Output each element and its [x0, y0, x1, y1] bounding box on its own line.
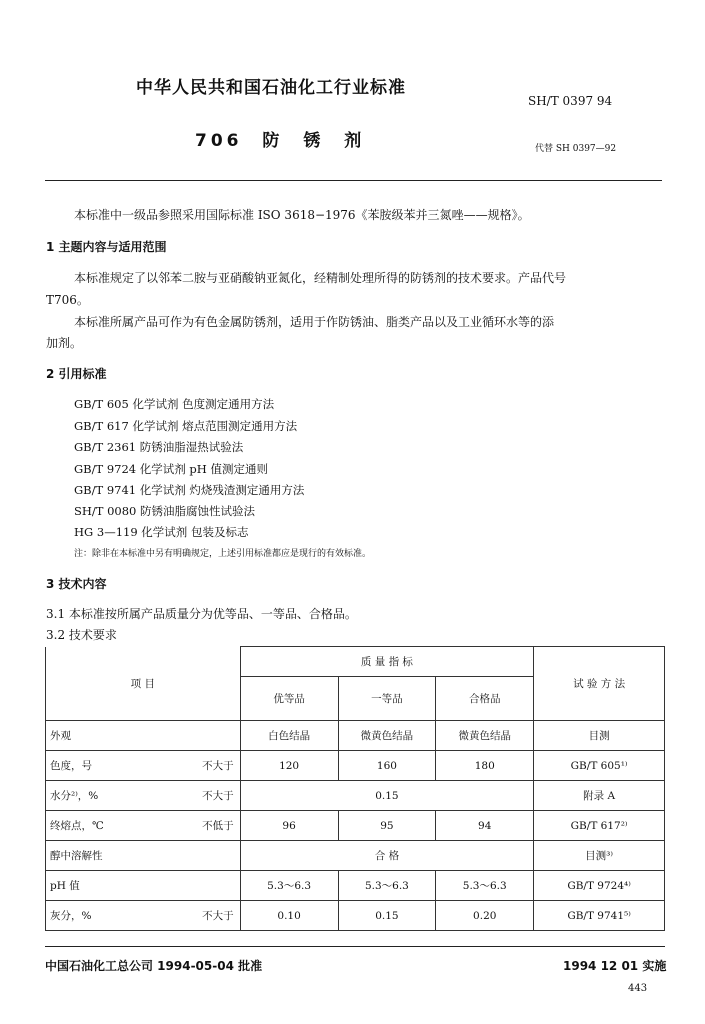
reference-item: SH/T 0080 防锈油脂腐蚀性试验法 [74, 504, 256, 518]
technical-requirements-table [45, 646, 665, 931]
item-limit [195, 871, 240, 901]
header-test-method: 试 验 方 法 [534, 647, 665, 721]
header-divider [45, 180, 662, 181]
table-row [46, 721, 665, 751]
item-limit: 不大于 [195, 751, 240, 781]
intro-paragraph: 本标准中一级品参照采用国际标准 ISO 3618−1976《苯胺级苯并三氮唑——规格》。 [74, 208, 530, 222]
value-qualified: 180 [436, 751, 534, 781]
item-limit [195, 721, 240, 751]
implementation-date: 1994 12 01 实施 [563, 959, 667, 973]
test-method: GB/T 605¹⁾ [534, 751, 665, 781]
section-1-para2-line2: 加剂。 [46, 336, 83, 350]
reference-item: GB/T 605 化学试剂 色度测定通用方法 [74, 397, 275, 411]
reference-item: GB/T 2361 防锈油脂湿热试验法 [74, 440, 244, 454]
value-qualified: 5.3～6.3 [436, 871, 534, 901]
replaces-standard: 代替 SH 0397—92 [535, 144, 617, 154]
test-method: 附录 A [534, 781, 665, 811]
value-first: 160 [338, 751, 436, 781]
reference-item: GB/T 9741 化学试剂 灼烧残渣测定通用方法 [74, 483, 305, 497]
clause-3-1: 3.1 本标准按所属产品质量分为优等品、一等品、合格品。 [46, 607, 357, 621]
section-2-heading: 2 引用标准 [46, 367, 107, 381]
section-1-para1-line1: 本标准规定了以邻苯二胺与亚硝酸钠亚氮化，经精制处理所得的防锈剂的技术要求。产品代号 [74, 271, 567, 285]
item-name: 醇中溶解性 [46, 841, 196, 871]
value-superior: 120 [240, 751, 338, 781]
value-superior: 96 [240, 811, 338, 841]
section-1-para2-line1: 本标准所属产品可作为有色金属防锈剂，适用于作防锈油、脂类产品以及工业循环水等的添 [74, 315, 555, 329]
item-name: 水分²⁾，% [46, 781, 196, 811]
item-name: 色度，号 [46, 751, 196, 781]
grade-superior: 优等品 [240, 677, 338, 721]
value-first: 0.15 [338, 901, 436, 931]
reference-item: GB/T 9724 化学试剂 pH 值测定通则 [74, 462, 268, 476]
item-name: 终熔点，℃ [46, 811, 196, 841]
value-qualified: 0.20 [436, 901, 534, 931]
table-row [46, 871, 665, 901]
value-superior: 5.3～6.3 [240, 871, 338, 901]
reference-item: HG 3—119 化学试剂 包装及标志 [74, 525, 249, 539]
standard-number: SH/T 0397 94 [528, 94, 613, 108]
table-row [46, 781, 665, 811]
section-3-heading: 3 技术内容 [46, 577, 107, 591]
page-number: 443 [628, 983, 648, 994]
value-qualified: 94 [436, 811, 534, 841]
issuing-organization: 中华人民共和国石油化工行业标准 [136, 78, 406, 98]
table-row [46, 751, 665, 781]
value-first: 微黄色结晶 [338, 721, 436, 751]
test-method: 目测³⁾ [534, 841, 665, 871]
value-first: 5.3～6.3 [338, 871, 436, 901]
header-item: 项 目 [46, 647, 241, 721]
clause-3-2: 3.2 技术要求 [46, 628, 117, 642]
test-method: 目测 [534, 721, 665, 751]
grade-qualified: 合格品 [436, 677, 534, 721]
test-method: GB/T 617²⁾ [534, 811, 665, 841]
value-superior: 白色结晶 [240, 721, 338, 751]
section-1-para1-line2: T706。 [46, 293, 89, 307]
reference-item: GB/T 617 化学试剂 熔点范围测定通用方法 [74, 419, 298, 433]
item-limit [195, 841, 240, 871]
table-row [46, 901, 665, 931]
table-row [46, 811, 665, 841]
footer-divider [45, 946, 665, 947]
value-merged: 0.15 [240, 781, 533, 811]
item-limit: 不低于 [195, 811, 240, 841]
test-method: GB/T 9741⁵⁾ [534, 901, 665, 931]
header-quality-index: 质 量 指 标 [240, 647, 533, 677]
item-name: 外观 [46, 721, 196, 751]
value-superior: 0.10 [240, 901, 338, 931]
value-first: 95 [338, 811, 436, 841]
document-title: 706 防 锈 剂 [195, 131, 366, 151]
item-limit: 不大于 [195, 781, 240, 811]
value-merged: 合 格 [240, 841, 533, 871]
grade-first: 一等品 [338, 677, 436, 721]
section-1-heading: 1 主题内容与适用范围 [46, 240, 167, 254]
table-row [46, 841, 665, 871]
item-name: 灰分，% [46, 901, 196, 931]
item-name: pH 值 [46, 871, 196, 901]
reference-note: 注：除非在本标准中另有明确规定，上述引用标准都应是现行的有效标准。 [74, 549, 372, 559]
approval-line: 中国石油化工总公司 1994-05-04 批准 [45, 959, 263, 973]
test-method: GB/T 9724⁴⁾ [534, 871, 665, 901]
item-limit: 不大于 [195, 901, 240, 931]
value-qualified: 微黄色结晶 [436, 721, 534, 751]
